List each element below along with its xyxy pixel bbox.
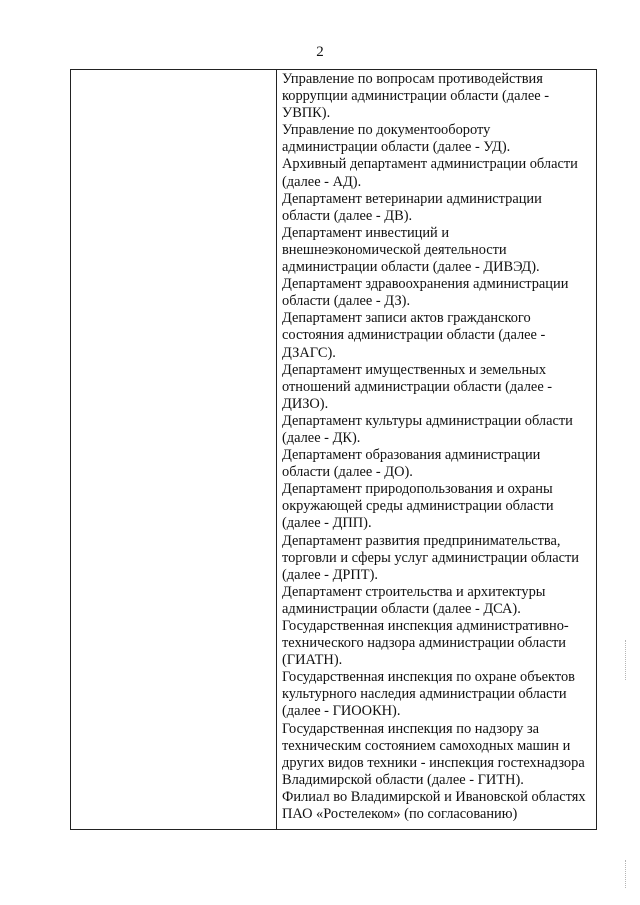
agency-entry-line: Департамент имущественных и земельных — [282, 361, 547, 378]
agency-entry-line: Государственная инспекция по надзору за — [282, 720, 540, 737]
agency-entry-line: Филиал во Владимирской и Ивановской областях — [282, 788, 586, 805]
agency-entry — [282, 447, 596, 481]
agency-entry — [282, 669, 596, 720]
column-divider — [276, 70, 277, 829]
agency-entry-line: Государственная инспекция административно- — [282, 618, 569, 634]
agency-entry — [282, 191, 596, 225]
agency-entry — [282, 156, 596, 190]
agency-entry-line: Департамент записи актов гражданского — [282, 310, 531, 327]
scan-margin-mark — [625, 640, 628, 680]
agency-entry-line: области (далее - ДЗ). — [282, 293, 411, 310]
agency-entry-line: (далее - ДПП). — [282, 515, 372, 532]
agency-entry-line: Департамент инвестиций и — [282, 224, 450, 241]
agency-entry-line: ДИЗО). — [282, 395, 329, 412]
agency-entry-line: Департамент культуры администрации области — [282, 412, 573, 429]
agency-entry-line: других видов техники - инспекция гостехнадзора — [282, 754, 585, 771]
agency-entry-line: администрации области (далее - ДСА). — [282, 600, 521, 617]
agency-entry-line: (далее - АД). — [282, 173, 362, 190]
agency-entry-line: администрации области (далее - УД). — [282, 139, 511, 156]
agency-entry-line: технического надзора администрации области — [282, 635, 566, 652]
agency-entry — [282, 481, 596, 532]
agency-entry — [282, 721, 596, 789]
scan-margin-mark — [625, 860, 628, 888]
agency-entry — [282, 276, 596, 310]
agency-entry-line: Департамент ветеринарии администрации — [282, 190, 542, 207]
agency-entry-line: Департамент природопользования и охраны — [282, 481, 553, 498]
agency-entry-line: Департамент развития предпринимательства, — [282, 532, 561, 549]
agency-entry-line: (ГИАТН). — [282, 652, 343, 669]
agency-entry — [282, 362, 596, 413]
agency-entry-line: области (далее - ДО). — [282, 464, 413, 481]
agency-entry-line: внешнеэкономической деятельности — [282, 241, 507, 258]
agency-entry — [282, 533, 596, 584]
agency-entry — [282, 122, 596, 156]
agency-entry — [282, 789, 596, 823]
agency-entry-line: Управление по документообороту — [282, 122, 491, 139]
agencies-table — [70, 69, 597, 830]
agency-entry-line: ПАО «Ростелеком» (по согласованию) — [282, 806, 518, 823]
agency-entry-line: техническим состоянием самоходных машин и — [282, 737, 571, 754]
agency-entry-line: состояния администрации области (далее - — [282, 327, 546, 344]
agency-entry — [282, 413, 596, 447]
agency-entry — [282, 310, 596, 361]
agency-entry — [282, 618, 596, 669]
agency-entry-line: области (далее - ДВ). — [282, 207, 413, 224]
agency-entry-line: торговли и сферы услуг администрации области — [282, 549, 579, 566]
agency-entry-line: ДЗАГС). — [282, 344, 336, 361]
agency-entry-line: Владимирской области (далее - ГИТН). — [282, 771, 524, 788]
table-left-column-empty — [71, 70, 276, 829]
agency-entry-line: УВПК). — [282, 105, 331, 122]
agency-entry-line: окружающей среды администрации области — [282, 498, 554, 515]
table-right-column — [282, 71, 596, 823]
agency-entry-line: культурного наследия администрации области — [282, 686, 567, 703]
agency-entry-line: Департамент строительства и архитектуры — [282, 583, 546, 600]
agency-entry-line: администрации области (далее - ДИВЭД). — [282, 259, 540, 276]
agency-entry-line: Управление по вопросам противодействия — [282, 71, 543, 87]
agency-entry-line: (далее - ДК). — [282, 429, 361, 446]
agency-entry-line: Департамент образования администрации — [282, 447, 541, 464]
agency-entry-line: Департамент здравоохранения администрации — [282, 276, 569, 293]
page-number: 2 — [316, 44, 324, 60]
agency-entry-line: Архивный департамент администрации области — [282, 156, 578, 173]
agency-entry-line: (далее - ГИООКН). — [282, 703, 401, 720]
agency-entry — [282, 584, 596, 618]
agency-entry-line: (далее - ДРПТ). — [282, 566, 378, 583]
agency-entry-line: коррупции администрации области (далее - — [282, 88, 549, 105]
agency-entry — [282, 71, 596, 122]
agency-entry-line: отношений администрации области (далее - — [282, 378, 553, 395]
agency-entry — [282, 225, 596, 276]
agency-entry-line: Государственная инспекция по охране объектов — [282, 669, 575, 686]
